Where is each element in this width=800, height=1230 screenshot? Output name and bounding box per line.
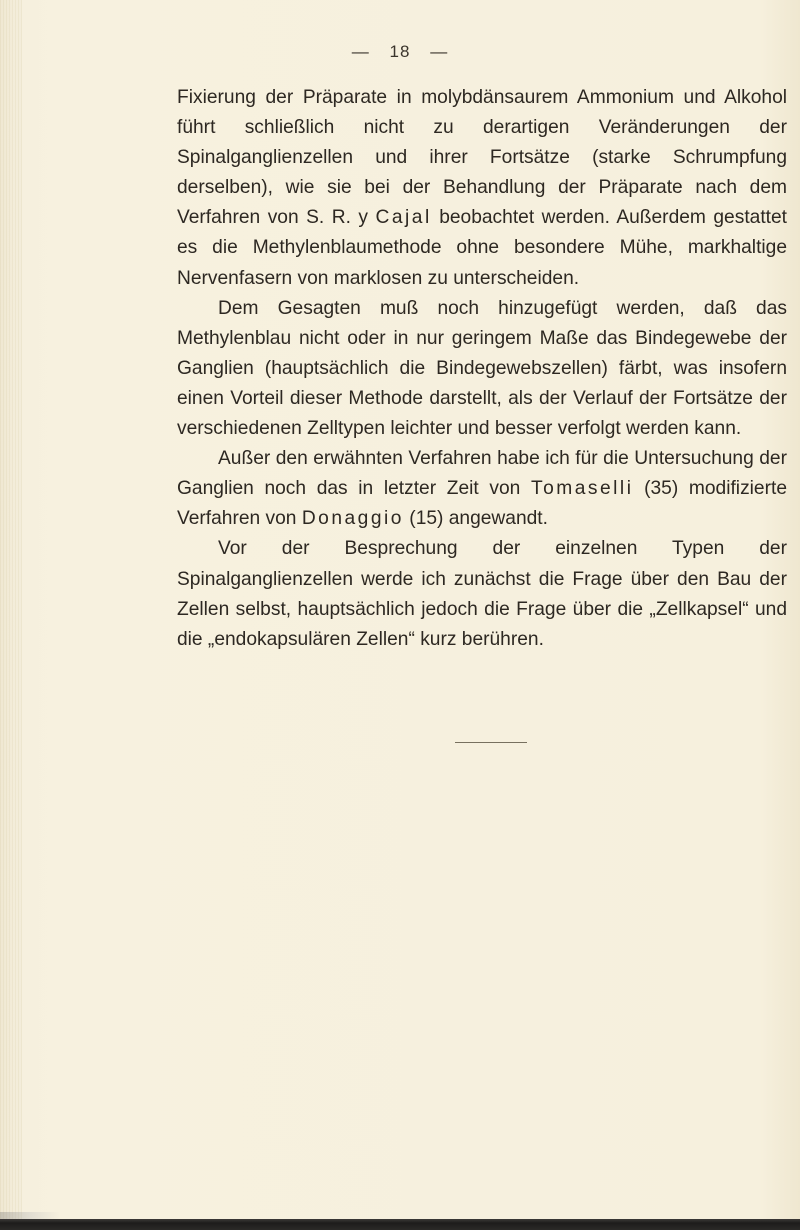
body-text: [177, 83, 787, 655]
paragraph-1-text-b: beobachtet werden. Außerdem gestattet es die Methylenblaumethode ohne besondere Mühe, markhaltige Nervenfasern von marklosen zu unterscheiden.: [177, 207, 787, 289]
page-binding-edge: [0, 0, 22, 1230]
page-number: 18: [389, 42, 411, 61]
paragraph-3: [177, 444, 787, 534]
section-separator-rule: [455, 742, 527, 743]
paragraph-4-text: Vor der Besprechung der einzelnen Typen der Spinalganglienzellen werde ich zunächst die Frage über den Bau der Zellen selbst, hauptsächlich jedoch die Frage über die „Zellkapsel“ und die „endokapsulären Zellen“ kurz berühren.: [177, 538, 787, 650]
paragraph-4: [177, 534, 787, 654]
paragraph-2: [177, 294, 787, 444]
author-name-tomaselli: Tomaselli: [530, 478, 634, 500]
page-number-header: [0, 42, 800, 62]
paragraph-1: [177, 83, 787, 294]
scan-bottom-edge: [0, 1219, 800, 1230]
paragraph-3-text-c: (15) angewandt.: [403, 508, 548, 530]
paragraph-1-text-a: Fixierung der Präparate in molybdänsaurem Ammonium und Alkohol führt schließlich nicht zu derartigen Veränderungen der Spinalganglienzellen und ihrer Fortsätze (starke Schrumpfung derselben), wie sie bei der Behandlung der Präparate nach dem Verfahren von S. R. y: [177, 87, 787, 229]
author-name-donaggio: Donaggio: [301, 508, 404, 530]
paragraph-3-text-b: (35) modifizierte Verfahren von: [177, 478, 787, 530]
paragraph-3-text-a: Außer den erwähnten Verfahren habe ich für die Untersuchung der Ganglien noch das in letzter Zeit von: [177, 448, 787, 500]
page-number-dash-right: —: [430, 42, 449, 61]
paragraph-2-text: Dem Gesagten muß noch hinzugefügt werden, daß das Methylenblau nicht oder in nur geringem Maße das Bindegewebe der Ganglien (hauptsächlich die Bindegewebszellen) färbt, was insofern einen Vorteil dieser Methode darstellt, als der Verlauf der Fortsätze der verschiedenen Zelltypen leichter und besser verfolgt werden kann.: [177, 297, 787, 440]
author-name-cajal: Cajal: [375, 207, 432, 229]
page-number-dash-left: —: [351, 42, 370, 61]
